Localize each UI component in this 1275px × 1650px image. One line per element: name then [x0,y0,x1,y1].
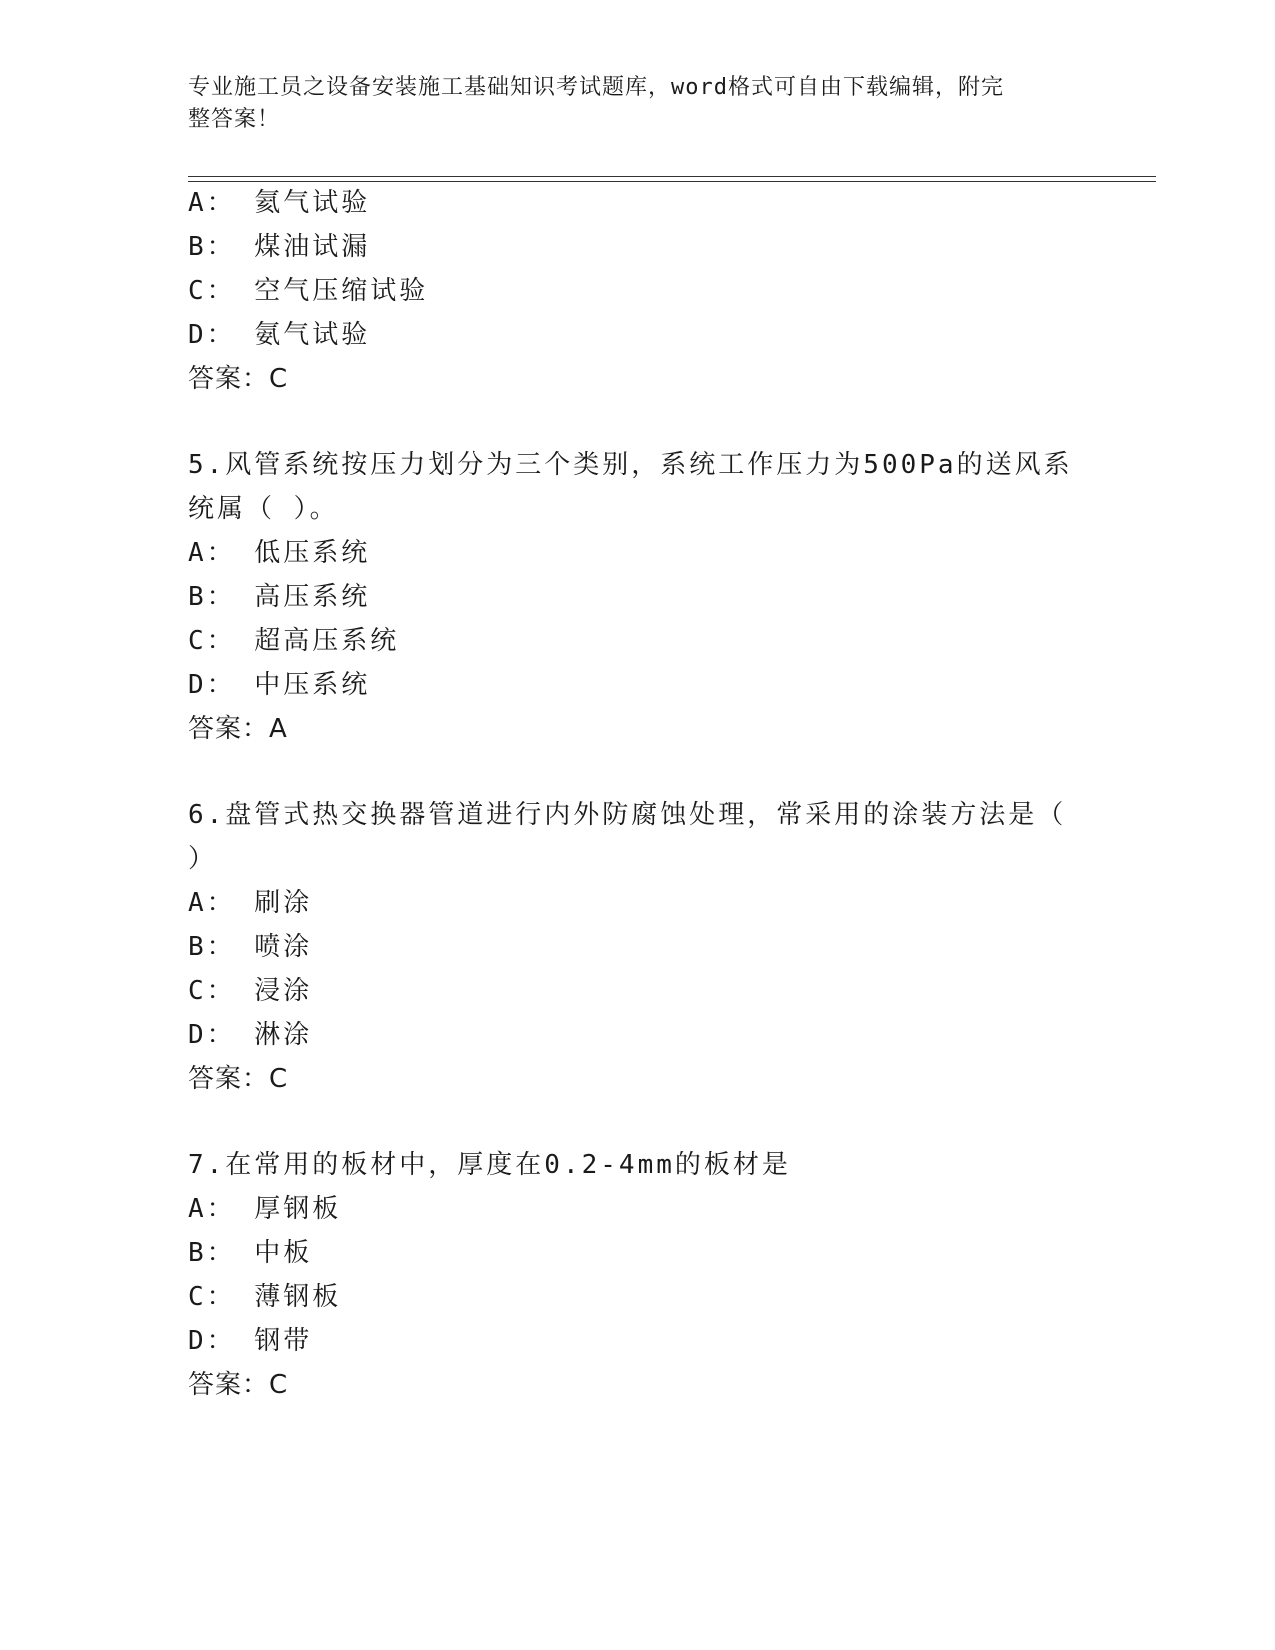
q6-option-b: B： 喷涂 [188,932,313,962]
q5-answer: 答案：A [188,714,288,744]
q7-option-c: C： 薄钢板 [188,1282,342,1312]
q6-option-d: D： 淋涂 [188,1020,313,1050]
q6-answer: 答案：C [188,1064,289,1094]
header-divider [188,176,1156,182]
q4-option-a: A： 氦气试验 [188,188,371,218]
q7-option-d: D： 钢带 [188,1326,313,1356]
q7-option-b: B： 中板 [188,1238,313,1268]
q5-option-b: B： 高压系统 [188,582,371,612]
q7-stem-line-1: 7.在常用的板材中，厚度在0.2-4mm的板材是 [188,1150,791,1180]
q4-option-d: D： 氨气试验 [188,320,371,350]
q4-option-c: C： 空气压缩试验 [188,276,429,306]
document-header [188,72,1068,136]
header-title-line-1: 专业施工员之设备安装施工基础知识考试题库，word格式可自由下载编辑，附完 [188,75,1004,100]
header-title-line-2: 整答案！ [188,107,281,132]
q4-option-b: B： 煤油试漏 [188,232,371,262]
q4-answer: 答案：C [188,364,289,394]
q6-stem-line-2: ） [188,844,218,874]
q5-option-d: D： 中压系统 [188,670,371,700]
q5-option-c: C： 超高压系统 [188,626,400,656]
q6-stem-line-1: 6.盘管式热交换器管道进行内外防腐蚀处理，常采用的涂装方法是（ [188,800,1067,830]
q5-stem-line-2: 统属（ ）。 [188,494,339,524]
q7-option-a: A： 厚钢板 [188,1194,342,1224]
q5-option-a: A： 低压系统 [188,538,371,568]
q6-option-a: A： 刷涂 [188,888,313,918]
q6-option-c: C： 浸涂 [188,976,313,1006]
q5-stem-line-1: 5.风管系统按压力划分为三个类别，系统工作压力为500Pa的送风系 [188,450,1073,480]
q7-answer: 答案：C [188,1370,289,1400]
